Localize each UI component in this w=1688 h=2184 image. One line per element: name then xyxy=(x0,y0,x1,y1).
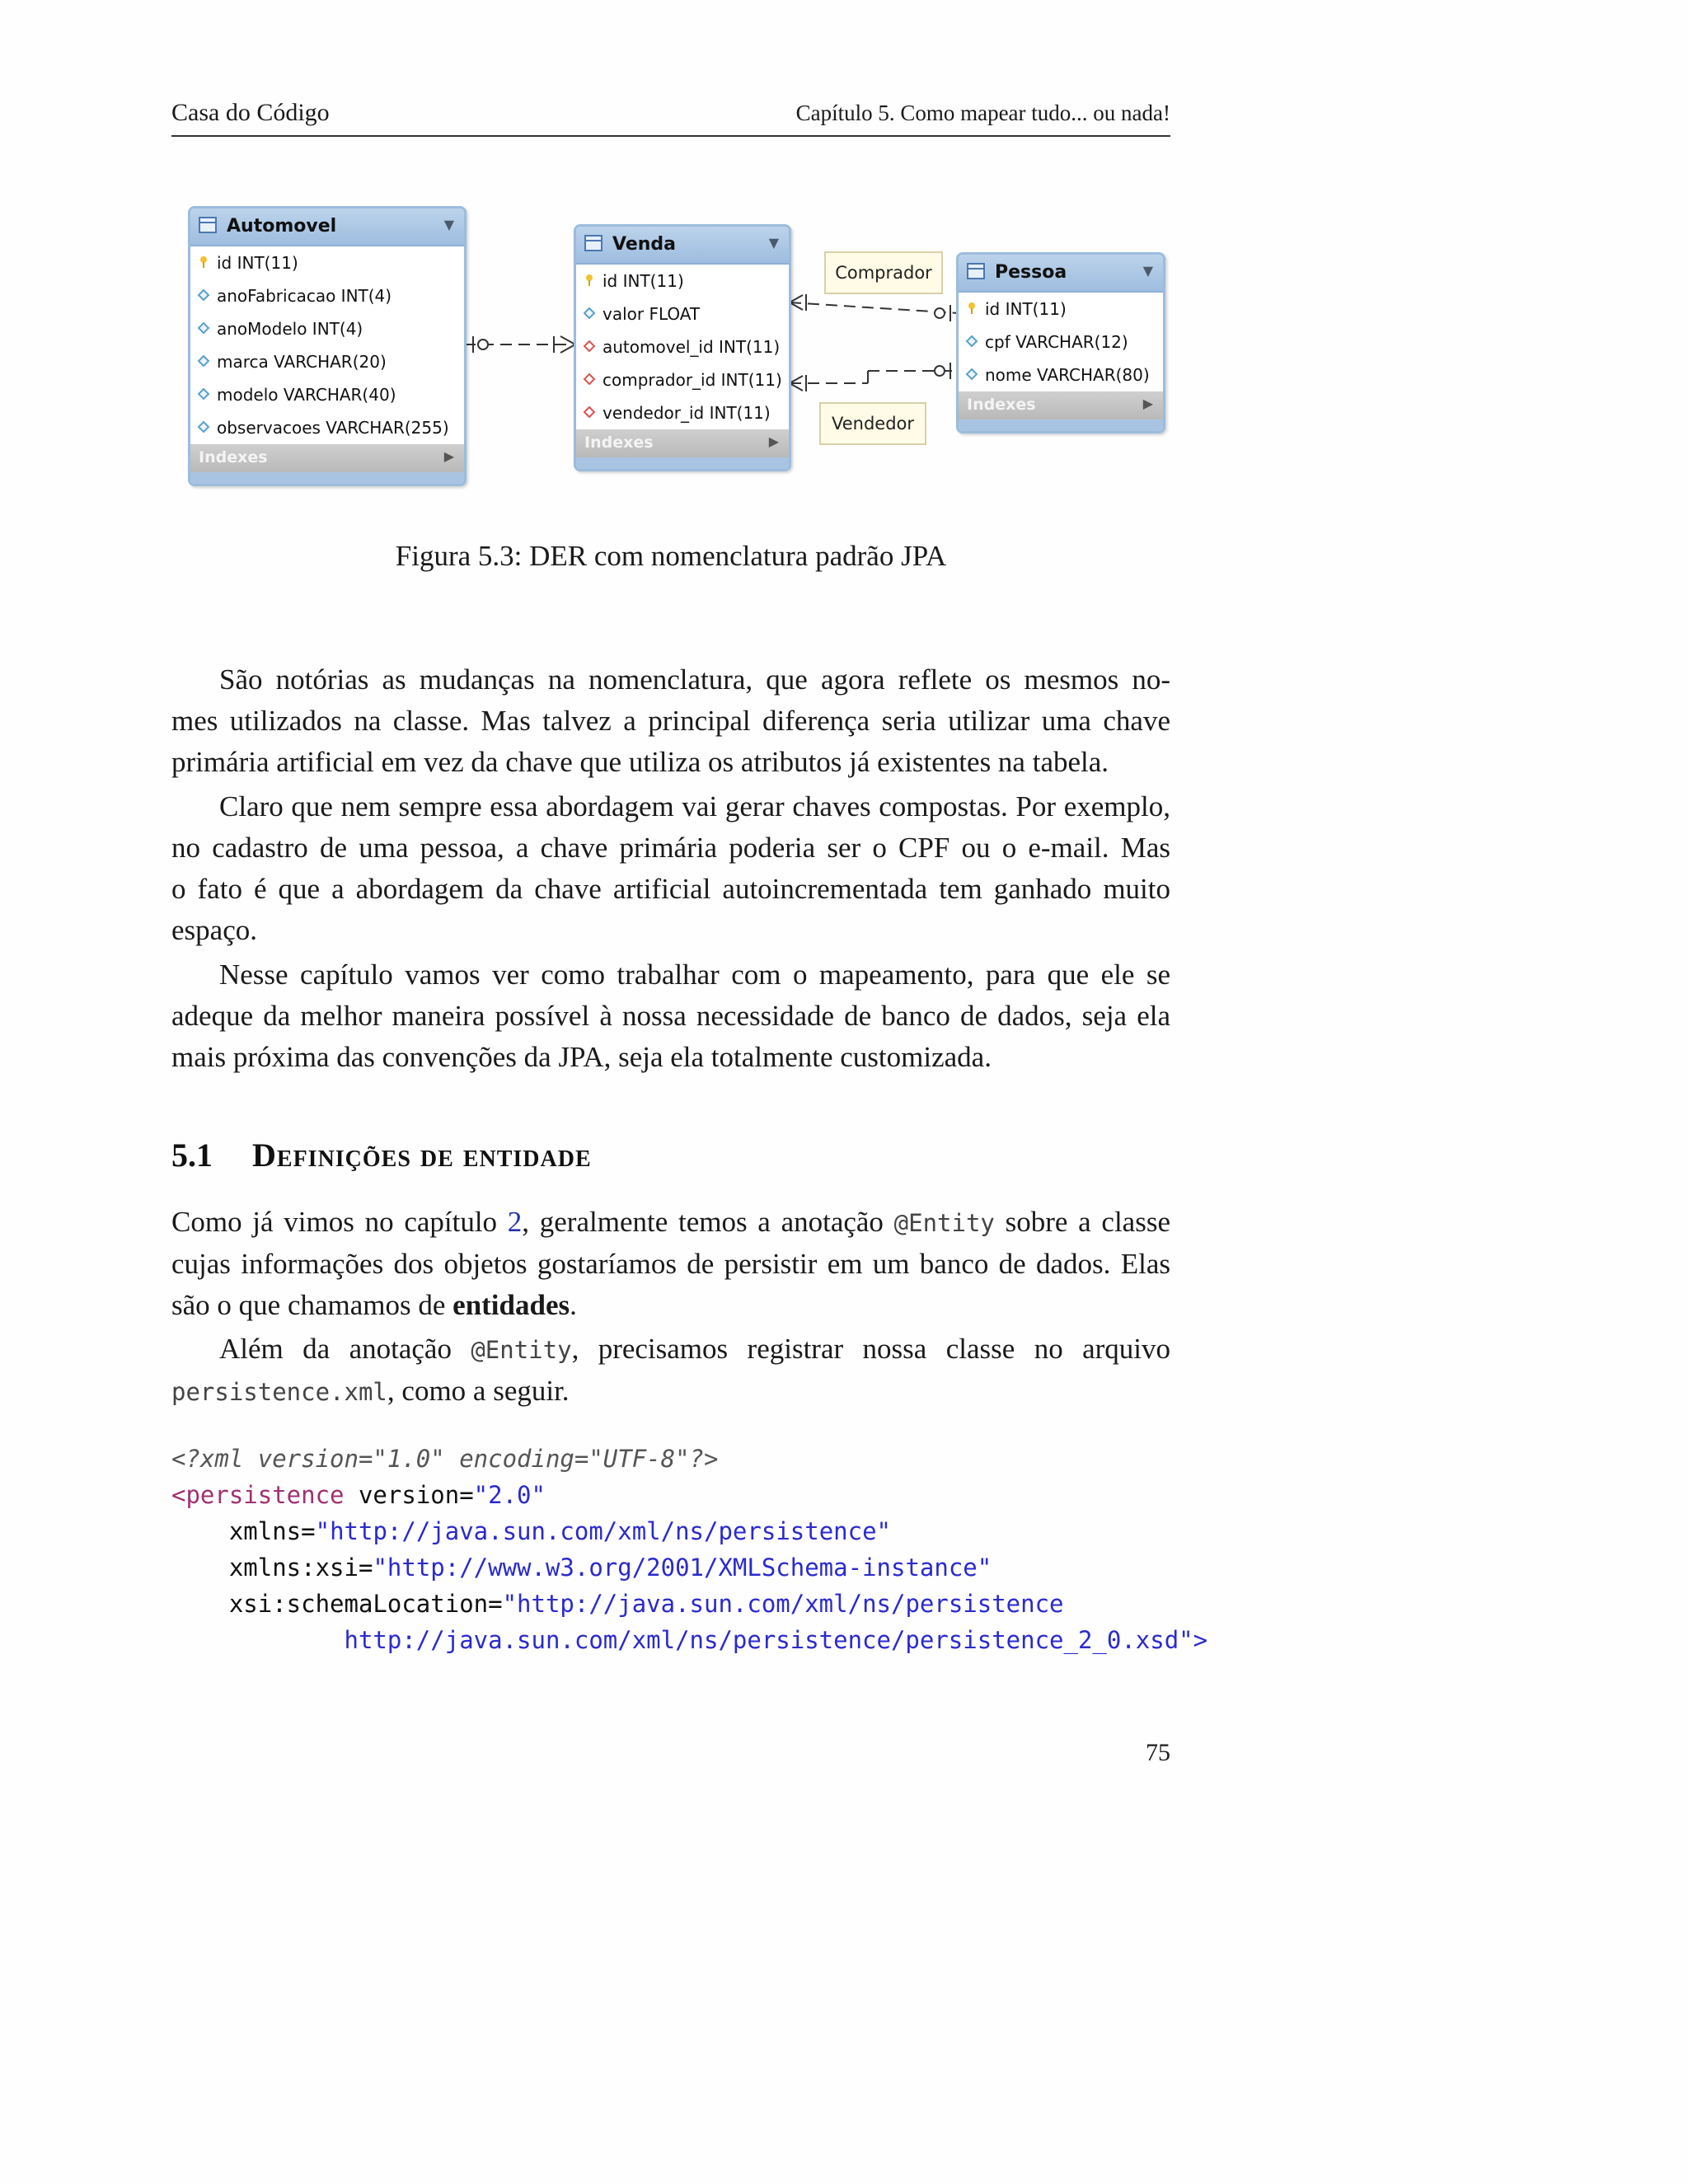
code-line xyxy=(171,1513,1243,1549)
column-label: automovel_id INT(11) xyxy=(603,337,781,357)
text-line: o fato é que a abordagem da chave artificial autoincrementada tem ganhado muito xyxy=(171,873,1170,905)
column-row xyxy=(959,359,1163,391)
column-label: modelo VARCHAR(40) xyxy=(217,385,396,405)
code-token: <persistence xyxy=(171,1481,345,1509)
table-icon xyxy=(967,263,985,279)
section-number: 5.1 xyxy=(171,1137,213,1174)
column-row xyxy=(576,265,789,298)
code-line xyxy=(171,1441,1243,1477)
code-listing xyxy=(171,1441,1243,1658)
column-label: id INT(11) xyxy=(603,271,684,291)
triangle-right-icon: ▶ xyxy=(1142,396,1153,411)
text-line: no cadastro de uma pessoa, a chave primária poderia ser o CPF ou o e-mail. Mas xyxy=(171,832,1170,864)
chevron-down-icon: ▼ xyxy=(1142,263,1153,279)
code-token: "http://java.sun.com/xml/ns/persistence xyxy=(502,1590,1064,1618)
relation-label-vendedor: Vendedor xyxy=(819,402,926,445)
attribute-icon xyxy=(197,387,210,401)
inline-code: persistence.xml xyxy=(171,1378,387,1406)
attribute-icon xyxy=(197,288,210,302)
text-line xyxy=(171,1285,1170,1326)
key-icon xyxy=(583,274,596,287)
text-run: . xyxy=(570,1289,577,1321)
table-header xyxy=(576,227,789,265)
paragraph-3 xyxy=(171,954,1170,1078)
table-icon xyxy=(584,235,603,251)
column-row xyxy=(959,293,1163,326)
text-line: adeque da melhor maneira possível à nossa necessidade de banco de dados, seja ela xyxy=(171,1000,1170,1032)
column-row xyxy=(576,330,789,363)
relation-label-comprador: Comprador xyxy=(824,251,943,294)
foreign-key-icon xyxy=(583,373,596,386)
foreign-key-icon xyxy=(583,405,596,419)
column-label: id INT(11) xyxy=(217,253,298,273)
column-label: valor FLOAT xyxy=(603,304,701,324)
chevron-down-icon: ▼ xyxy=(443,217,454,232)
code-token: http://java.sun.com/xml/ns/persistence/persistence_2_0.xsd"> xyxy=(171,1626,1208,1654)
text-line: Nesse capítulo vamos ver como trabalhar com o mapeamento, para que ele se xyxy=(219,958,1170,991)
chapter-link[interactable]: 2 xyxy=(507,1206,523,1238)
table-header xyxy=(959,255,1163,293)
table-automovel xyxy=(188,206,467,486)
code-line xyxy=(171,1622,1243,1658)
text-line: primária artificial em vez da chave que utiliza os atributos já existentes na tabela. xyxy=(171,746,1109,778)
text-run: Além da anotação xyxy=(219,1333,471,1365)
column-label: vendedor_id INT(11) xyxy=(603,403,771,423)
table-header xyxy=(190,209,464,246)
text-line: espaço. xyxy=(171,914,257,946)
page-number: 75 xyxy=(1146,1739,1170,1766)
inline-code: @Entity xyxy=(471,1336,572,1364)
column-label: marca VARCHAR(20) xyxy=(217,352,387,372)
text-line xyxy=(171,1371,1170,1413)
text-line: Claro que nem sempre essa abordagem vai gerar chaves compostas. Por exemplo, xyxy=(219,790,1170,823)
column-label: cpf VARCHAR(12) xyxy=(985,332,1128,352)
code-line xyxy=(171,1549,1243,1586)
table-venda xyxy=(574,224,791,471)
indexes-label: Indexes xyxy=(967,396,1036,414)
paragraph-2 xyxy=(171,786,1170,951)
column-label: anoFabricacao INT(4) xyxy=(217,286,392,306)
code-token: "http://www.w3.org/2001/XMLSchema-instance" xyxy=(373,1554,992,1582)
figure-caption: Figura 5.3: DER com nomenclatura padrão JPA xyxy=(395,540,947,572)
relation-comprador xyxy=(790,302,959,313)
column-label: comprador_id INT(11) xyxy=(603,370,782,390)
indexes-label: Indexes xyxy=(199,448,268,466)
text-run: sobre a classe xyxy=(994,1206,1170,1238)
text-line: mais próxima das convenções da JPA, seja ela totalmente customizada. xyxy=(171,1041,992,1073)
chevron-down-icon: ▼ xyxy=(768,235,779,251)
text-line: cujas informações dos objetos gostaríamos de persistir em um banco de dados. Elas xyxy=(171,1248,1170,1280)
code-token: xmlns:xsi= xyxy=(171,1554,373,1582)
text-run: , geralmente temos a anotação xyxy=(522,1206,894,1238)
bold-term: entidades xyxy=(452,1289,570,1321)
code-token: xsi:schemaLocation= xyxy=(171,1590,503,1618)
attribute-icon xyxy=(197,354,210,368)
text-run: , precisamos registrar nossa classe no arquivo xyxy=(571,1333,1170,1365)
text-run: Como já vimos no capítulo xyxy=(171,1206,508,1238)
table-icon xyxy=(199,217,217,233)
text-run: são o que chamamos de xyxy=(171,1289,453,1321)
column-label: observacoes VARCHAR(255) xyxy=(217,418,449,438)
table-pessoa xyxy=(956,252,1165,434)
column-row xyxy=(190,378,464,411)
foreign-key-icon xyxy=(583,340,596,353)
indexes-label: Indexes xyxy=(584,434,654,452)
table-footer xyxy=(576,457,789,469)
triangle-right-icon: ▶ xyxy=(443,448,454,464)
column-row xyxy=(190,411,464,444)
text-line xyxy=(171,1202,1170,1244)
triangle-right-icon: ▶ xyxy=(768,434,779,449)
code-line xyxy=(171,1477,1243,1513)
code-line xyxy=(171,1586,1243,1622)
code-token: "http://java.sun.com/xml/ns/persistence" xyxy=(315,1517,891,1545)
table-name: Automovel xyxy=(227,216,337,237)
er-diagram xyxy=(188,206,1169,490)
attribute-icon xyxy=(965,368,978,381)
table-footer xyxy=(190,472,464,484)
paragraph-1 xyxy=(171,659,1170,783)
text-line xyxy=(171,1329,1170,1371)
column-row xyxy=(190,279,464,312)
code-token: <?xml version="1.0" encoding="UTF-8"?> xyxy=(171,1445,719,1473)
column-row xyxy=(190,345,464,378)
table-name: Venda xyxy=(612,234,676,255)
chapter-title: Capítulo 5. Como mapear tudo... ou nada! xyxy=(795,101,1170,125)
inline-code: @Entity xyxy=(893,1209,995,1237)
indexes-row xyxy=(576,429,789,457)
section-title: Definições de entidade xyxy=(252,1137,592,1174)
text-line: mes utilizados na classe. Mas talvez a principal diferença seria utilizar uma chave xyxy=(171,705,1170,737)
section-heading xyxy=(171,1136,592,1174)
book-title: Casa do Código xyxy=(171,99,330,126)
attribute-icon xyxy=(197,420,210,434)
paragraph-5 xyxy=(171,1329,1170,1413)
column-row xyxy=(190,246,464,279)
indexes-row xyxy=(959,391,1163,419)
column-label: nome VARCHAR(80) xyxy=(985,365,1150,385)
attribute-icon xyxy=(197,321,210,335)
key-icon xyxy=(965,302,978,315)
column-row xyxy=(959,326,1163,359)
attribute-icon xyxy=(965,335,978,348)
table-name: Pessoa xyxy=(995,262,1067,283)
column-label: id INT(11) xyxy=(985,299,1067,319)
table-footer xyxy=(959,419,1163,431)
text-run: , como a seguir. xyxy=(387,1375,570,1407)
attribute-icon xyxy=(583,307,596,320)
paragraph-4 xyxy=(171,1202,1170,1326)
column-row xyxy=(576,298,789,330)
indexes-row xyxy=(190,444,464,472)
text-line: São notórias as mudanças na nomenclatura, que agora reflete os mesmos no- xyxy=(219,663,1170,696)
column-row xyxy=(190,312,464,345)
code-token: "2.0" xyxy=(473,1481,546,1509)
column-row xyxy=(576,363,789,396)
key-icon xyxy=(197,255,210,269)
column-row xyxy=(576,396,789,429)
column-label: anoModelo INT(4) xyxy=(217,319,363,339)
code-token: version= xyxy=(344,1481,474,1509)
page-header xyxy=(171,99,1170,137)
code-token: xmlns= xyxy=(171,1517,316,1545)
